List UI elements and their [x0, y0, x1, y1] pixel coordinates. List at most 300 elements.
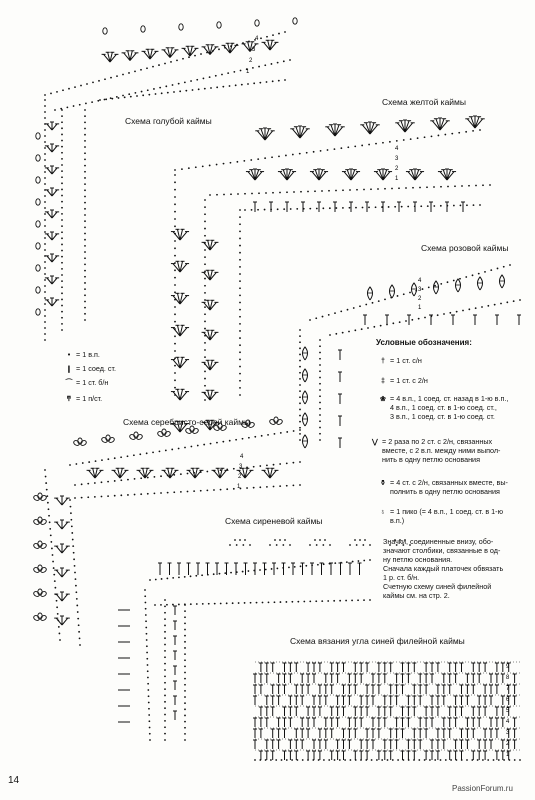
chain-stitch — [208, 603, 210, 605]
chain-stitch — [172, 84, 174, 86]
chain-stitch — [204, 399, 206, 401]
chain-stitch — [409, 292, 411, 294]
chain-stitch — [118, 97, 120, 99]
chain-stitch — [329, 544, 331, 546]
chain-stitch — [321, 190, 323, 192]
chain-stitch — [299, 378, 301, 380]
chain-stitch — [239, 294, 241, 296]
chain-stitch — [174, 189, 176, 191]
picot-mark — [179, 24, 183, 30]
chain-stitch — [256, 602, 258, 604]
chain-stitch — [147, 670, 149, 672]
chain-stitch — [174, 379, 176, 381]
chain-stitch — [347, 146, 349, 148]
chain-stitch — [210, 87, 212, 89]
chain-stitch — [155, 93, 157, 95]
yellow-row-number: 4 — [395, 146, 399, 152]
picot-mark — [36, 133, 40, 139]
chain-stitch — [44, 267, 46, 269]
chain-stitch — [461, 185, 463, 187]
corner-filet-chart — [253, 662, 521, 761]
chain-stitch — [405, 187, 407, 189]
title-lilac-border: Схема сиреневой каймы — [225, 516, 323, 526]
chain-stitch — [48, 515, 50, 517]
chain-stitch — [418, 759, 420, 761]
blue-row-number: 4 — [255, 36, 259, 42]
chain-stitch — [54, 109, 56, 111]
chain-stitch — [239, 380, 241, 382]
stitch-mark — [47, 234, 52, 240]
chain-stitch — [84, 282, 86, 284]
chain-stitch — [274, 539, 276, 541]
chain-stitch — [230, 162, 232, 164]
chain-stitch — [164, 605, 166, 607]
chain-stitch — [293, 430, 295, 432]
chain-stitch — [116, 75, 118, 77]
corner-row-number: 8 — [506, 675, 510, 681]
chain-stitch — [273, 464, 275, 466]
chain-stitch — [140, 493, 142, 495]
chain-stitch — [292, 462, 294, 464]
chain-stitch — [164, 714, 166, 716]
chain-stitch — [309, 208, 311, 210]
chain-stitch — [299, 439, 301, 441]
v-stitch-icon: ⋁ — [372, 437, 378, 446]
chain-stitch — [161, 92, 163, 94]
chain-stitch — [185, 90, 187, 92]
chain-stitch — [299, 329, 301, 331]
chain-stitch — [222, 441, 224, 443]
stitch-mark — [47, 278, 52, 284]
chain-stitch — [145, 614, 147, 616]
chain-stitch — [61, 152, 63, 154]
chain-stitch — [281, 759, 283, 761]
chain-stitch — [319, 345, 321, 347]
chain-stitch — [375, 206, 377, 208]
flower-petal — [274, 417, 278, 423]
chain-stitch — [44, 135, 46, 137]
chain-stitch — [299, 402, 301, 404]
chain-stitch — [283, 60, 285, 62]
chain-stitch — [66, 106, 68, 108]
chain-stitch — [355, 207, 357, 209]
chain-stitch — [215, 75, 217, 77]
chain-stitch — [487, 759, 489, 761]
chain-stitch — [170, 61, 172, 63]
chain-stitch — [174, 277, 176, 279]
chain-stitch — [146, 658, 148, 660]
chain-stitch — [174, 350, 176, 352]
chain-stitch — [351, 600, 353, 602]
chain-stitch — [307, 191, 309, 193]
chain-stitch — [94, 482, 96, 484]
chain-stitch — [44, 333, 46, 335]
chain-stitch — [269, 544, 271, 546]
chain-stitch — [174, 174, 176, 176]
chain-stitch — [466, 204, 468, 206]
chain-stitch — [147, 683, 149, 685]
legend-title: Условные обозначения: — [376, 338, 472, 347]
chain-stitch — [334, 759, 336, 761]
chain-stitch — [149, 739, 151, 741]
chain-stitch — [466, 759, 468, 761]
chain-stitch — [184, 647, 186, 649]
chain-stitch — [494, 304, 496, 306]
chain-stitch — [44, 195, 46, 197]
chain-stitch — [61, 140, 63, 142]
chain-stitch — [84, 233, 86, 235]
chain-stitch — [328, 759, 330, 761]
flower-petal — [33, 567, 40, 574]
chain-stitch — [61, 225, 63, 227]
small-legend-chain: • = 1 в.п. — [62, 350, 100, 359]
pink-row-number: 2 — [418, 296, 422, 302]
slip-stitch-icon: ❙ — [65, 364, 73, 373]
chain-stitch — [114, 480, 116, 482]
chain-stitch — [234, 539, 236, 541]
chain-stitch — [120, 479, 122, 481]
chain-stitch — [413, 759, 415, 761]
picot-icon: ♁ — [380, 507, 386, 516]
chain-stitch — [159, 87, 161, 89]
chain-stitch — [438, 135, 440, 137]
chain-stitch — [84, 313, 86, 315]
chain-stitch — [319, 370, 321, 372]
chain-stitch — [146, 645, 148, 647]
chain-stitch — [84, 251, 86, 253]
chain-stitch — [321, 600, 323, 602]
chain-stitch — [204, 385, 206, 387]
chain-stitch — [248, 570, 250, 572]
chain-stitch — [174, 203, 176, 205]
chain-stitch — [394, 206, 396, 208]
flower-petal — [33, 519, 40, 526]
chain-stitch — [176, 59, 178, 61]
chain-stitch — [324, 539, 326, 541]
flower-petal — [38, 517, 42, 523]
chain-stitch — [303, 601, 305, 603]
chain-stitch — [356, 189, 358, 191]
chain-stitch — [202, 165, 204, 167]
chain-stitch — [468, 185, 470, 187]
chain-stitch — [277, 62, 279, 64]
chain-stitch — [503, 266, 505, 268]
chain-stitch — [44, 117, 46, 119]
chain-stitch — [184, 733, 186, 735]
chain-stitch — [239, 266, 241, 268]
flower-petal — [73, 440, 80, 447]
cluster-icon: ⚱ — [379, 478, 387, 487]
chain-stitch — [166, 578, 168, 580]
chain-stitch — [206, 489, 208, 491]
chain-stitch — [451, 133, 453, 135]
chain-stitch — [44, 159, 46, 161]
chain-stitch — [187, 473, 189, 475]
chain-stitch — [140, 69, 142, 71]
chain-stitch — [164, 63, 166, 65]
flower-petal — [40, 615, 47, 622]
chain-stitch — [61, 250, 63, 252]
stitch-mark — [52, 146, 57, 152]
corner-row-number: 4 — [506, 719, 510, 725]
chain-stitch — [84, 146, 86, 148]
chain-stitch — [216, 442, 218, 444]
chain-stitch — [154, 604, 156, 606]
chain-stitch — [61, 121, 63, 123]
chain-stitch — [174, 247, 176, 249]
chain-stitch — [174, 225, 176, 227]
chain-stitch — [319, 389, 321, 391]
chain-stitch — [244, 209, 246, 211]
chain-stitch — [44, 183, 46, 185]
chain-stitch — [61, 231, 63, 233]
chain-stitch — [50, 534, 52, 536]
chain-stitch — [433, 205, 435, 207]
chain-stitch — [134, 478, 136, 480]
chain-stitch — [233, 488, 235, 490]
chain-stitch — [45, 482, 47, 484]
chain-stitch — [127, 494, 129, 496]
flower-petal — [40, 567, 47, 574]
chain-stitch — [239, 330, 241, 332]
chain-stitch — [84, 301, 86, 303]
double-crochet-icon: † — [381, 356, 385, 365]
chain-stitch — [196, 79, 198, 81]
chain-stitch — [473, 204, 475, 206]
chain-stitch — [164, 656, 166, 658]
page-number: 14 — [8, 775, 20, 786]
chain-stitch — [54, 587, 56, 589]
chain-stitch — [450, 759, 452, 761]
flower-petal — [164, 431, 171, 438]
chain-stitch — [299, 347, 301, 349]
chain-stitch — [78, 624, 80, 626]
chain-stitch — [241, 84, 243, 86]
chain-stitch — [184, 616, 186, 618]
chain-stitch — [88, 461, 90, 463]
chain-stitch — [329, 334, 331, 336]
chain-stitch — [44, 94, 46, 96]
chain-stitch — [299, 484, 301, 486]
chain-stitch — [370, 188, 372, 190]
chain-stitch — [101, 459, 103, 461]
chain-stitch — [349, 207, 351, 209]
chain-stitch — [369, 544, 371, 546]
cluster-mark — [303, 347, 308, 360]
blue-row-number: 2 — [249, 58, 253, 64]
chain-stitch — [184, 678, 186, 680]
stitch-mark — [52, 256, 57, 262]
chain-stitch — [266, 486, 268, 488]
chain-stitch — [204, 88, 206, 90]
chain-stitch — [124, 96, 126, 98]
chain-stitch — [354, 145, 356, 147]
chain-stitch — [61, 158, 63, 160]
chain-stitch — [293, 191, 295, 193]
chain-stitch — [73, 105, 75, 107]
chain-stitch — [363, 189, 365, 191]
chain-stitch — [503, 759, 505, 761]
chain-stitch — [179, 90, 181, 92]
chain-stitch — [204, 249, 206, 251]
chain-stitch — [239, 209, 241, 211]
chain-stitch — [154, 493, 156, 495]
chain-stitch — [84, 159, 86, 161]
chain-stitch — [44, 111, 46, 113]
chain-stitch — [453, 280, 455, 282]
chain-stitch — [239, 245, 241, 247]
chain-stitch — [61, 201, 63, 203]
chain-stitch — [357, 599, 359, 601]
single-crochet-icon: ⌒ — [65, 378, 73, 387]
chain-stitch — [300, 191, 302, 193]
chain-stitch — [264, 64, 266, 66]
chain-stitch — [369, 559, 371, 561]
chain-stitch — [472, 130, 474, 132]
chain-stitch — [431, 135, 433, 137]
stitch-mark — [47, 256, 52, 262]
chain-stitch — [299, 341, 301, 343]
chain-stitch — [447, 281, 449, 283]
chain-stitch — [164, 644, 166, 646]
chain-stitch — [339, 759, 341, 761]
chain-stitch — [204, 371, 206, 373]
chain-stitch — [328, 190, 330, 192]
chain-stitch — [101, 496, 103, 498]
chain-stitch — [213, 489, 215, 491]
chain-stitch — [427, 205, 429, 207]
chain-stitch — [204, 378, 206, 380]
chain-stitch — [44, 291, 46, 293]
chain-stitch — [299, 415, 301, 417]
picot-mark — [36, 287, 40, 293]
flower-petal — [129, 434, 136, 441]
chain-stitch — [61, 317, 63, 319]
chain-stitch — [144, 589, 146, 591]
stitch-mark — [62, 594, 68, 601]
treble-crochet-icon: ‡ — [381, 376, 385, 385]
chain-stitch — [233, 71, 235, 73]
half-double-crochet-icon: ͳ — [66, 394, 72, 403]
chain-stitch — [482, 184, 484, 186]
chain-stitch — [278, 33, 280, 35]
flower-petal — [38, 541, 42, 547]
chain-stitch — [44, 321, 46, 323]
chain-stitch — [319, 439, 321, 441]
chain-stitch — [248, 437, 250, 439]
chain-stitch — [84, 165, 86, 167]
chain-stitch — [465, 131, 467, 133]
chain-stitch — [359, 539, 361, 541]
chain-stitch — [154, 476, 156, 478]
chain-stitch — [142, 94, 144, 96]
chain-stitch — [322, 316, 324, 318]
chain-stitch — [329, 207, 331, 209]
chain-stitch — [77, 618, 79, 620]
chain-stitch — [412, 187, 414, 189]
chain-stitch — [204, 221, 206, 223]
chain-stitch — [375, 143, 377, 145]
chain-stitch — [178, 83, 180, 85]
chain-stitch — [174, 306, 176, 308]
chain-stitch — [164, 612, 166, 614]
chain-stitch — [316, 208, 318, 210]
flower-petal — [40, 591, 47, 598]
chain-stitch — [120, 456, 122, 458]
chain-stitch — [417, 137, 419, 139]
chain-stitch — [120, 494, 122, 496]
chain-stitch — [159, 450, 161, 452]
chain-stitch — [296, 208, 298, 210]
chain-stitch — [460, 205, 462, 207]
flower-petal — [106, 435, 110, 441]
chain-stitch — [349, 189, 351, 191]
chain-stitch — [61, 280, 63, 282]
picot-mark — [36, 177, 40, 183]
chain-stitch — [239, 316, 241, 318]
chain-stitch — [481, 306, 483, 308]
chain-stitch — [61, 286, 63, 288]
chain-stitch — [136, 95, 138, 97]
chain-stitch — [161, 578, 163, 580]
chain-stitch — [407, 206, 409, 208]
corner-row-number: 5 — [506, 708, 510, 714]
stitch-mark — [62, 618, 68, 625]
chain-stitch — [164, 733, 166, 735]
chain-stitch — [44, 147, 46, 149]
cluster-mark — [303, 435, 308, 448]
chain-stitch — [478, 273, 480, 275]
chain-stitch — [84, 319, 86, 321]
chain-stitch — [333, 600, 335, 602]
chain-stitch — [472, 274, 474, 276]
chain-stitch — [184, 665, 186, 667]
chain-stitch — [243, 160, 245, 162]
legend-item-flower: ❀ = 4 в.п., 1 соед. ст. назад в 1-ю в.п., 4 в.п., 1 соед. ст. в 1-ю соед. ст., 3 в.п., 1 соед. ст. в 1-ю соед. ст. — [376, 394, 508, 421]
chain-stitch — [84, 115, 86, 117]
chain-stitch — [184, 715, 186, 717]
chain-stitch — [236, 544, 238, 546]
flower-petal — [134, 432, 138, 438]
chain-stitch — [319, 414, 321, 416]
chain-stitch — [328, 314, 330, 316]
chain-stitch — [229, 85, 231, 87]
chain-stitch — [167, 92, 169, 94]
chain-stitch — [206, 471, 208, 473]
chain-stitch — [87, 496, 89, 498]
chain-stitch — [353, 307, 355, 309]
chain-stitch — [71, 532, 73, 534]
chain-stitch — [84, 226, 86, 228]
chain-stitch — [354, 329, 356, 331]
chain-stitch — [384, 188, 386, 190]
chain-stitch — [506, 301, 508, 303]
chain-stitch — [44, 261, 46, 263]
chain-stitch — [52, 561, 54, 563]
chain-stitch — [418, 318, 420, 320]
chain-stitch — [44, 315, 46, 317]
cluster-mark — [500, 275, 505, 288]
chain-stitch — [146, 67, 148, 69]
chain-stitch — [174, 218, 176, 220]
silver-row-number: 4 — [240, 454, 244, 460]
chain-stitch — [148, 94, 150, 96]
stitch-mark — [52, 234, 57, 240]
chain-stitch — [344, 759, 346, 761]
corner-row-number: 3 — [506, 730, 510, 736]
flower-petal — [269, 419, 276, 426]
chain-stitch — [319, 364, 321, 366]
